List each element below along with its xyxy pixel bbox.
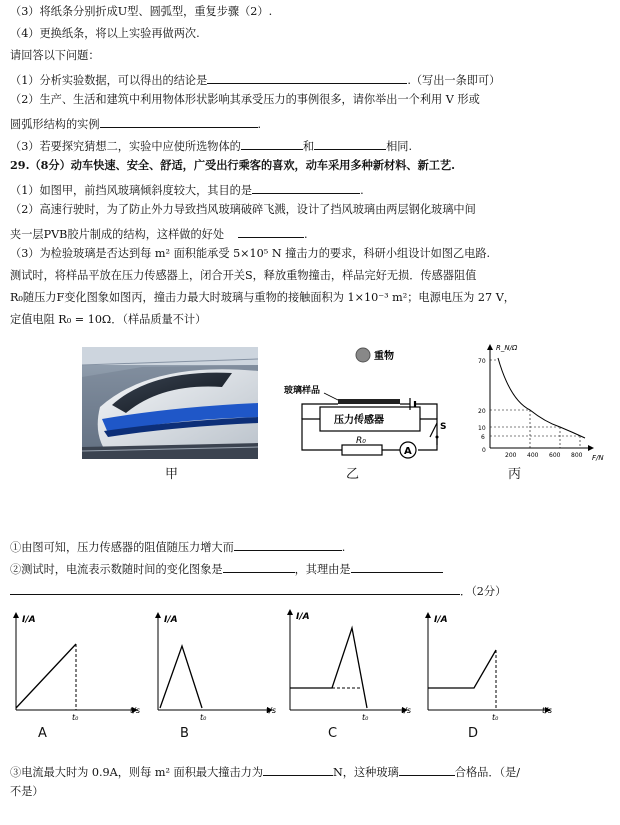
- option-b-tick: t₀: [200, 713, 207, 722]
- caption-jia: 甲: [165, 467, 179, 482]
- answer-blank[interactable]: [100, 116, 258, 128]
- ytick-10: 10: [478, 425, 486, 432]
- answer-blank[interactable]: [207, 72, 407, 84]
- problem-29-q2: （2）高速行驶时，为了防止外力导致挡风玻璃破碎飞溅，设计了挡风玻璃由两层钢化玻璃中间: [10, 203, 476, 216]
- option-b-graph: [158, 615, 276, 722]
- subquestion-3-cont: 不是）: [10, 785, 44, 798]
- option-c-ylabel: I/A: [296, 612, 310, 622]
- switch-label: S: [440, 422, 447, 432]
- answer-blank[interactable]: [314, 138, 386, 150]
- option-d-graph: [428, 615, 552, 722]
- answer-blank[interactable]: [234, 539, 342, 551]
- question-3: （3）若要探究猜想二，实验中应使所选物体的 和 相同.: [10, 140, 413, 153]
- answer-blank[interactable]: [263, 764, 333, 776]
- option-a-label[interactable]: A: [38, 726, 47, 741]
- option-b-label[interactable]: B: [180, 726, 189, 741]
- problem-29-q3-cont1: 测试时，将样品平放在压力传感器上，闭合开关S，释放重物撞击，样品完好无损．传感器阻值: [10, 269, 477, 282]
- step-4-text: （4）更换纸条，将以上实验再做两次.: [10, 27, 200, 40]
- sensor-label: 压力传感器: [334, 415, 384, 426]
- ytick-0: 0: [482, 447, 486, 454]
- weight-ball: [356, 348, 370, 362]
- problem-29-q2-cont: 夹一层PVB胶片制成的结构，这样做的好处 .: [10, 228, 308, 241]
- subquestion-3: ③电流最大时为 0.9A，则每 m² 面积最大撞击力为 N，这种玻璃 合格品．（是/: [10, 766, 521, 779]
- answer-blank[interactable]: [223, 561, 295, 573]
- option-b-xlabel: t/s: [266, 706, 276, 715]
- xtick-800: 800: [571, 452, 583, 459]
- question-1: （1）分析实验数据，可以得出的结论是 .（写出一条即可）: [10, 74, 501, 87]
- sample-label: 玻璃样品: [284, 386, 321, 396]
- resistance-force-graph: [470, 340, 620, 465]
- option-a-xlabel: t/s: [130, 706, 140, 715]
- xtick-400: 400: [527, 452, 539, 459]
- ammeter-label: A: [404, 446, 412, 457]
- circuit-diagram: [282, 345, 452, 465]
- question-2-cont: 圆弧形结构的实例 .: [10, 118, 262, 131]
- questions-intro: 请回答以下问题：: [10, 49, 100, 62]
- ytick-6: 6: [481, 434, 485, 441]
- resistor-label: R₀: [356, 436, 366, 446]
- resistor: [342, 445, 382, 455]
- answer-blank[interactable]: [238, 226, 304, 238]
- answer-blank[interactable]: [252, 182, 360, 194]
- subquestion-2: ②测试时，电流表示数随时间的变化图象是 ，其理由是: [10, 561, 443, 575]
- option-d-ylabel: I/A: [434, 615, 448, 625]
- question-2: （2）生产、生活和建筑中利用物体形状影响其承受压力的事例很多，请你举出一个利用 V 形或: [10, 93, 480, 106]
- xtick-200: 200: [505, 452, 517, 459]
- problem-29-q3-cont2: R₀随压力F变化图象如图丙，撞击力最大时玻璃与重物的接触面积为 1×10⁻³ m²；电源电压为 27 V，: [10, 291, 515, 304]
- step-3-text: （3）将纸条分别折成U型、圆弧型，重复步骤（2）.: [10, 5, 273, 18]
- answer-blank[interactable]: [241, 138, 303, 150]
- option-c-tick: t₀: [362, 713, 369, 722]
- option-c-label[interactable]: C: [328, 726, 338, 741]
- ytick-70: 70: [478, 358, 486, 365]
- option-b-ylabel: I/A: [164, 615, 178, 625]
- glass-sample: [338, 399, 400, 404]
- option-a-tick: t₀: [72, 713, 79, 722]
- answer-blank[interactable]: [351, 561, 443, 573]
- problem-29-title: 29.（8分）动车快速、安全、舒适，广受出行乘客的喜欢，动车采用多种新材料、新工艺.: [10, 158, 456, 172]
- subquestion-1: ①由图可知，压力传感器的阻值随压力增大而 .: [10, 541, 346, 554]
- caption-yi: 乙: [346, 467, 360, 482]
- problem-29-q1: （1）如图甲，前挡风玻璃倾斜度较大，其目的是 .: [10, 184, 364, 197]
- xtick-600: 600: [549, 452, 561, 459]
- ytick-20: 20: [478, 408, 486, 415]
- answer-blank[interactable]: [10, 583, 460, 595]
- option-d-tick: t₀: [492, 713, 499, 722]
- problem-29-q3-cont3: 定值电阻 R₀ = 10Ω．（样品质量不计）: [10, 313, 207, 326]
- option-graphs: [0, 600, 620, 725]
- option-a-graph: [16, 615, 140, 722]
- switch: [430, 423, 437, 437]
- graph-xlabel: F/N: [592, 454, 604, 462]
- subquestion-2-cont: ．（2分）: [10, 583, 506, 597]
- caption-bing: 丙: [508, 467, 522, 482]
- option-c-xlabel: t/s: [401, 706, 411, 715]
- option-d-xlabel: t/s: [542, 706, 552, 715]
- answer-blank[interactable]: [399, 764, 455, 776]
- graph-ylabel: R_N/Ω: [496, 344, 518, 352]
- train-photo: [82, 347, 258, 459]
- option-c-graph: [290, 612, 411, 722]
- resistance-curve: [498, 358, 585, 438]
- weight-label: 重物: [374, 351, 394, 362]
- problem-29-q3: （3）为检验玻璃是否达到每 m² 面积能承受 5×10⁵ N 撞击力的要求，科研小组设计如图乙电路.: [10, 247, 491, 260]
- option-d-label[interactable]: D: [468, 726, 479, 741]
- option-a-ylabel: I/A: [22, 615, 36, 625]
